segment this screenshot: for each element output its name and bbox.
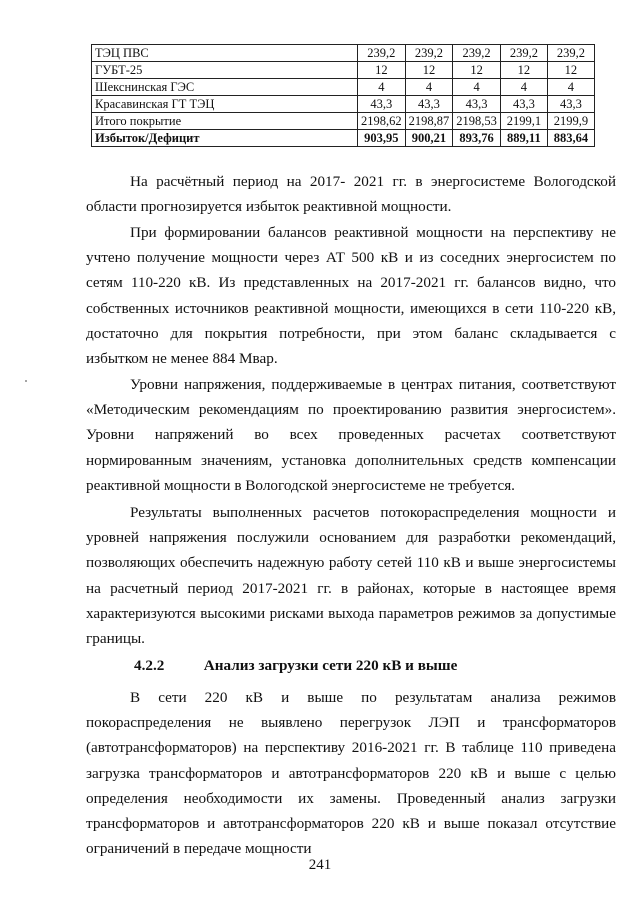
row-label: Итого покрытие <box>92 113 358 130</box>
table-cell: 43,3 <box>453 96 501 113</box>
row-label: Шекснинская ГЭС <box>92 79 358 96</box>
table-cell: 12 <box>500 62 547 79</box>
table-row <box>92 113 595 130</box>
table-cell: 893,76 <box>453 130 501 147</box>
table-cell: 239,2 <box>358 45 406 62</box>
table-cell: 2199,9 <box>547 113 594 130</box>
table-row <box>92 79 595 96</box>
table-cell: 43,3 <box>405 96 453 113</box>
table-cell: 43,3 <box>547 96 594 113</box>
table-cell: 4 <box>547 79 594 96</box>
table-row <box>92 62 595 79</box>
table-cell: 239,2 <box>500 45 547 62</box>
scan-speck <box>25 380 27 382</box>
table-cell: 2198,53 <box>453 113 501 130</box>
row-label: Избыток/Дефицит <box>92 130 358 147</box>
table-cell: 4 <box>358 79 406 96</box>
section-number: 4.2.2 <box>134 657 165 674</box>
table-cell: 239,2 <box>547 45 594 62</box>
table-cell: 12 <box>547 62 594 79</box>
table-cell: 4 <box>453 79 501 96</box>
table-cell: 239,2 <box>405 45 453 62</box>
table-cell: 2198,87 <box>405 113 453 130</box>
paragraph-analysis: В сети 220 кВ и выше по результатам анализа режимов покораспределения не выявлено перегрузок ЛЭП и трансформаторов (автотрансформаторов) на перспективу 2016-2021 гг. В таблице 110 приведена загрузка трансформаторов и автотрансформаторов 220 кВ и выше с целью определения необходимости их замены. Проведенный анализ загрузки трансформаторов и автотрансформаторов 220 кВ и выше показал отсутствие ограничений в передаче мощности <box>86 689 616 858</box>
table-row <box>92 45 595 62</box>
table-cell: 43,3 <box>500 96 547 113</box>
table-cell: 2198,62 <box>358 113 406 130</box>
section-title: Анализ загрузки сети 220 кВ и выше <box>203 657 458 674</box>
paragraph-results: Результаты выполненных расчетов потокораспределения мощности и уровней напряжения послужили основанием для разработки рекомендаций, позволяющих обеспечить надежную работу сетей 110 кВ и выше энергосистемы на расчетный период 2017-2021 гг. в районах, которые в настоящее время характеризуются высокими рисками выхода параметров режимов за допустимые границы. <box>86 504 616 648</box>
table-cell: 4 <box>405 79 453 96</box>
page-number: 241 <box>308 857 332 873</box>
section-heading <box>134 655 457 677</box>
table-cell: 4 <box>500 79 547 96</box>
balance-table <box>91 44 595 147</box>
row-label: ГУБТ-25 <box>92 62 358 79</box>
paragraph-voltage: Уровни напряжения, поддерживаемые в центрах питания, соответствуют «Методическим рекомендациям по проектированию развития энергосистем». Уровни напряжений во всех проведенных расчетах соответствуют нормированным значениям, установка дополнительных средств компенсации реактивной мощности в Вологодской энергосистеме не требуется. <box>86 376 616 494</box>
table-cell: 883,64 <box>547 130 594 147</box>
table-cell: 43,3 <box>358 96 406 113</box>
table-cell: 2199,1 <box>500 113 547 130</box>
paragraph-balance: При формировании балансов реактивной мощности на перспективу не учтено получение мощности через АТ 500 кВ и из соседних энергосистем по сетям 110-220 кВ. Из представленных на 2017-2021 гг. балансов видно, что собственных источников реактивной мощности, имеющихся в сети 110-220 кВ, достаточно для покрытия потребности, при этом баланс складывается с избытком не менее 884 Мвар. <box>86 224 616 368</box>
table-row <box>92 130 595 147</box>
table-cell: 903,95 <box>358 130 406 147</box>
table-cell: 889,11 <box>500 130 547 147</box>
table-row <box>92 96 595 113</box>
row-label: Красавинская ГТ ТЭЦ <box>92 96 358 113</box>
table-cell: 12 <box>358 62 406 79</box>
table-cell: 12 <box>453 62 501 79</box>
paragraph-forecast: На расчётный период на 2017- 2021 гг. в энергосистеме Вологодской области прогнозируется избыток реактивной мощности. <box>86 173 616 216</box>
row-label: ТЭЦ ПВС <box>92 45 358 62</box>
table-cell: 12 <box>405 62 453 79</box>
table-cell: 239,2 <box>453 45 501 62</box>
table-cell: 900,21 <box>405 130 453 147</box>
